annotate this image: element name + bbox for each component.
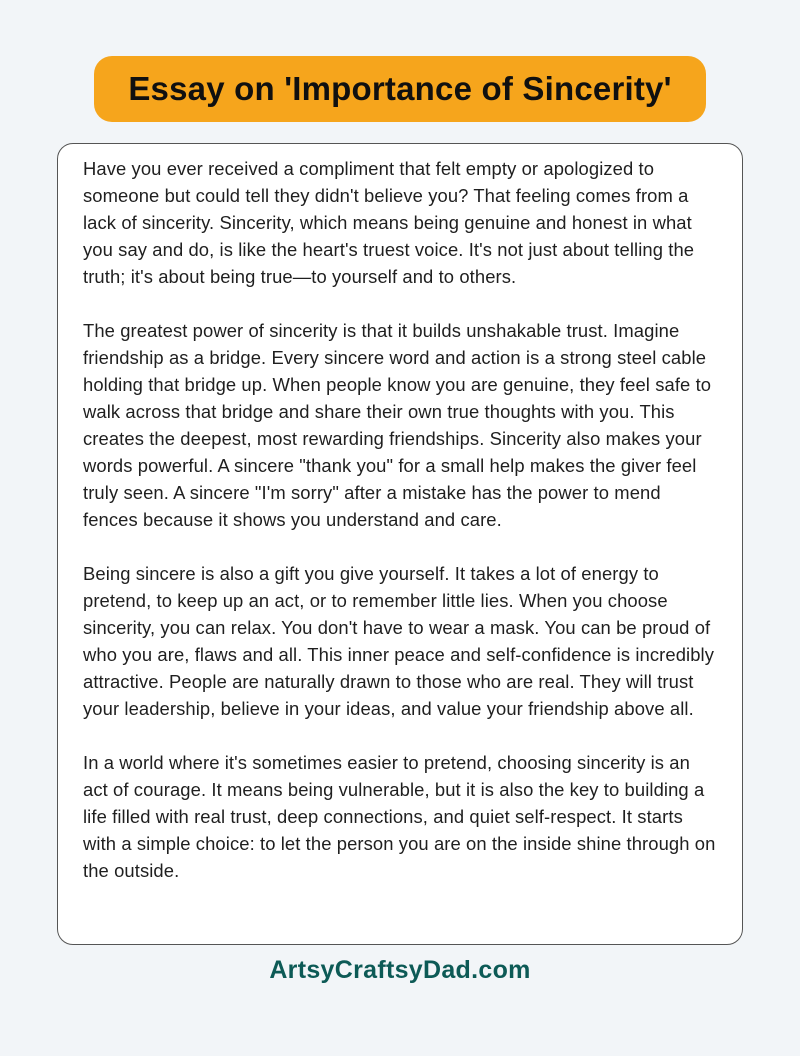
essay-paragraph-2: The greatest power of sincerity is that it builds unshakable trust. Imagine friendship as a bridge. Every sincere word and action is a strong steel cable holding that bridge up. When people know you are genuine, they feel safe to walk across that bridge and share their own true thoughts with you. This creates the deepest, most rewarding friendships. Sincerity also makes your words powerful. A sincere "thank you" for a small help makes the giver feel truly seen. A sincere "I'm sorry" after a mistake has the power to mend fences because it shows you understand and care. bbox=[83, 320, 712, 530]
essay-card bbox=[57, 143, 743, 945]
page bbox=[0, 56, 800, 1056]
site-name: ArtsyCraftsyDad.com bbox=[269, 956, 531, 984]
essay-paragraph-1: Have you ever received a compliment that felt empty or apologized to someone but could tell they didn't believe you? That feeling comes from a lack of sincerity. Sincerity, which means being genuine and honest in what you say and do, is like the heart's truest voice. It's not just about telling the truth; it's about being true—to yourself and to others. bbox=[83, 158, 695, 287]
essay-paragraph-3: Being sincere is also a gift you give yourself. It takes a lot of energy to pretend, to keep up an act, or to remember little lies. When you choose sincerity, you can relax. You don't have to wear a mask. You can be proud of who you are, flaws and all. This inner peace and self-confidence is incredibly attractive. People are naturally drawn to those who are real. They will trust your leadership, believe in your ideas, and value your friendship above all. bbox=[83, 563, 715, 719]
essay-paragraph-4: In a world where it's sometimes easier to pretend, choosing sincerity is an act of courage. It means being vulnerable, but it is also the key to building a life filled with real trust, deep connections, and quiet self-respect. It starts with a simple choice: to let the person you are on the inside shine through on the outside. bbox=[83, 752, 716, 881]
page-title: Essay on 'Importance of Sincerity' bbox=[128, 70, 672, 107]
essay-title-banner bbox=[94, 56, 706, 122]
site-footer bbox=[0, 956, 800, 985]
